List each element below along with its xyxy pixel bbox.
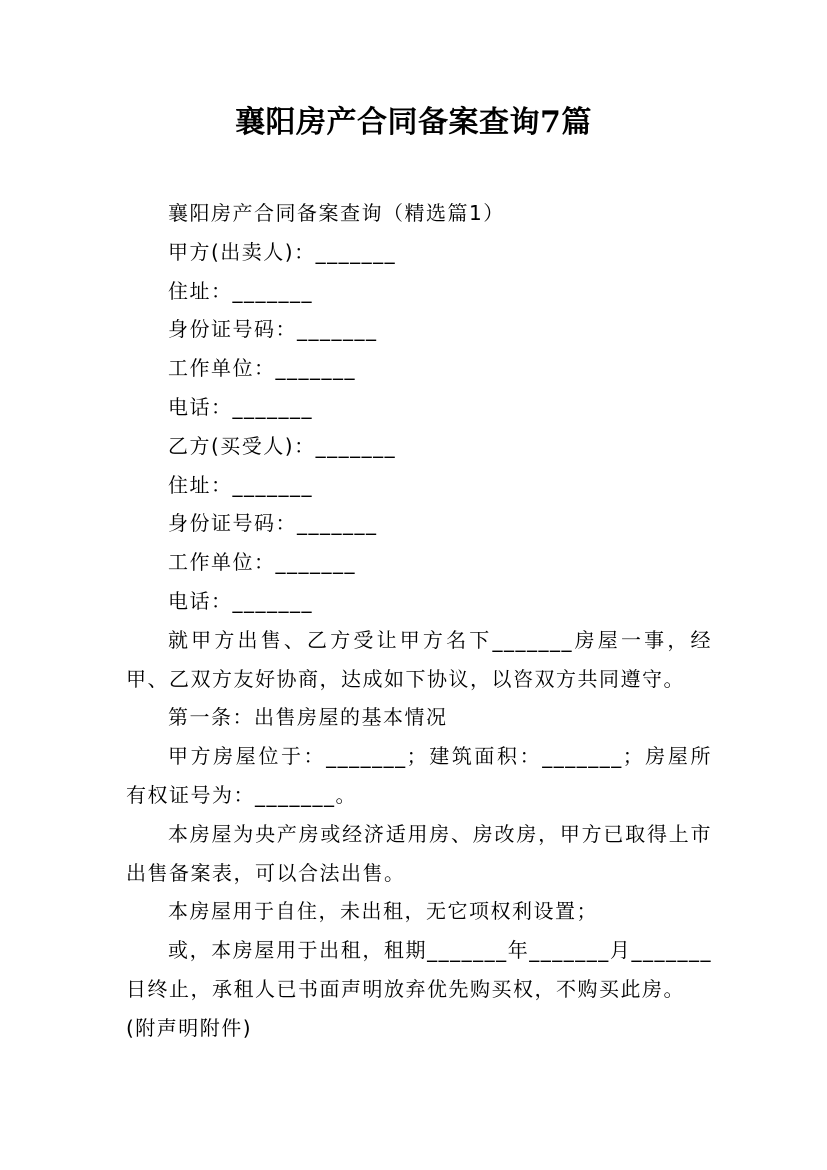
attachment-note: (附声明附件) <box>126 1015 253 1040</box>
section-heading: 襄阳房产合同备案查询（精选篇1） <box>168 201 505 225</box>
party-a-id-line: 身份证号码：_______ <box>168 317 378 342</box>
party-b-phone-line: 电话：_______ <box>168 588 313 613</box>
document-title: 襄阳房产合同备案查询7篇 <box>235 105 592 140</box>
party-a-address-line: 住址：_______ <box>168 278 313 303</box>
party-a-phone-line: 电话：_______ <box>168 394 313 419</box>
party-b-id-line: 身份证号码：_______ <box>168 511 378 536</box>
property-type-paragraph: 本房屋为央产房或经济适用房、房改房，甲方已取得上市出售备案表，可以合法出售。 <box>126 821 712 885</box>
party-b-address-line: 住址：_______ <box>168 472 313 497</box>
property-usage-paragraph: 本房屋用于自住，未出租，无它项权利设置； <box>168 899 598 924</box>
party-a-employer-line: 工作单位：_______ <box>168 356 356 381</box>
lease-paragraph: 或，本房屋用于出租，租期_______年_______月_______日终止，承租人已书面声明放弃优先购买权，不购买此房。 <box>126 938 712 1001</box>
party-a-name-line: 甲方(出卖人)：_______ <box>168 239 397 264</box>
party-b-employer-line: 工作单位：_______ <box>168 550 356 575</box>
article-one-heading: 第一条：出售房屋的基本情况 <box>168 705 448 730</box>
property-location-paragraph: 甲方房屋位于：_______；建筑面积：_______；房屋所有权证号为：_______。 <box>126 744 712 807</box>
party-b-name-line: 乙方(买受人)：_______ <box>168 433 397 458</box>
document-body <box>126 194 712 1048</box>
agreement-intro-paragraph: 就甲方出售、乙方受让甲方名下_______房屋一事，经甲、乙双方友好协商，达成如下协议，以咨双方共同遵守。 <box>126 627 712 691</box>
